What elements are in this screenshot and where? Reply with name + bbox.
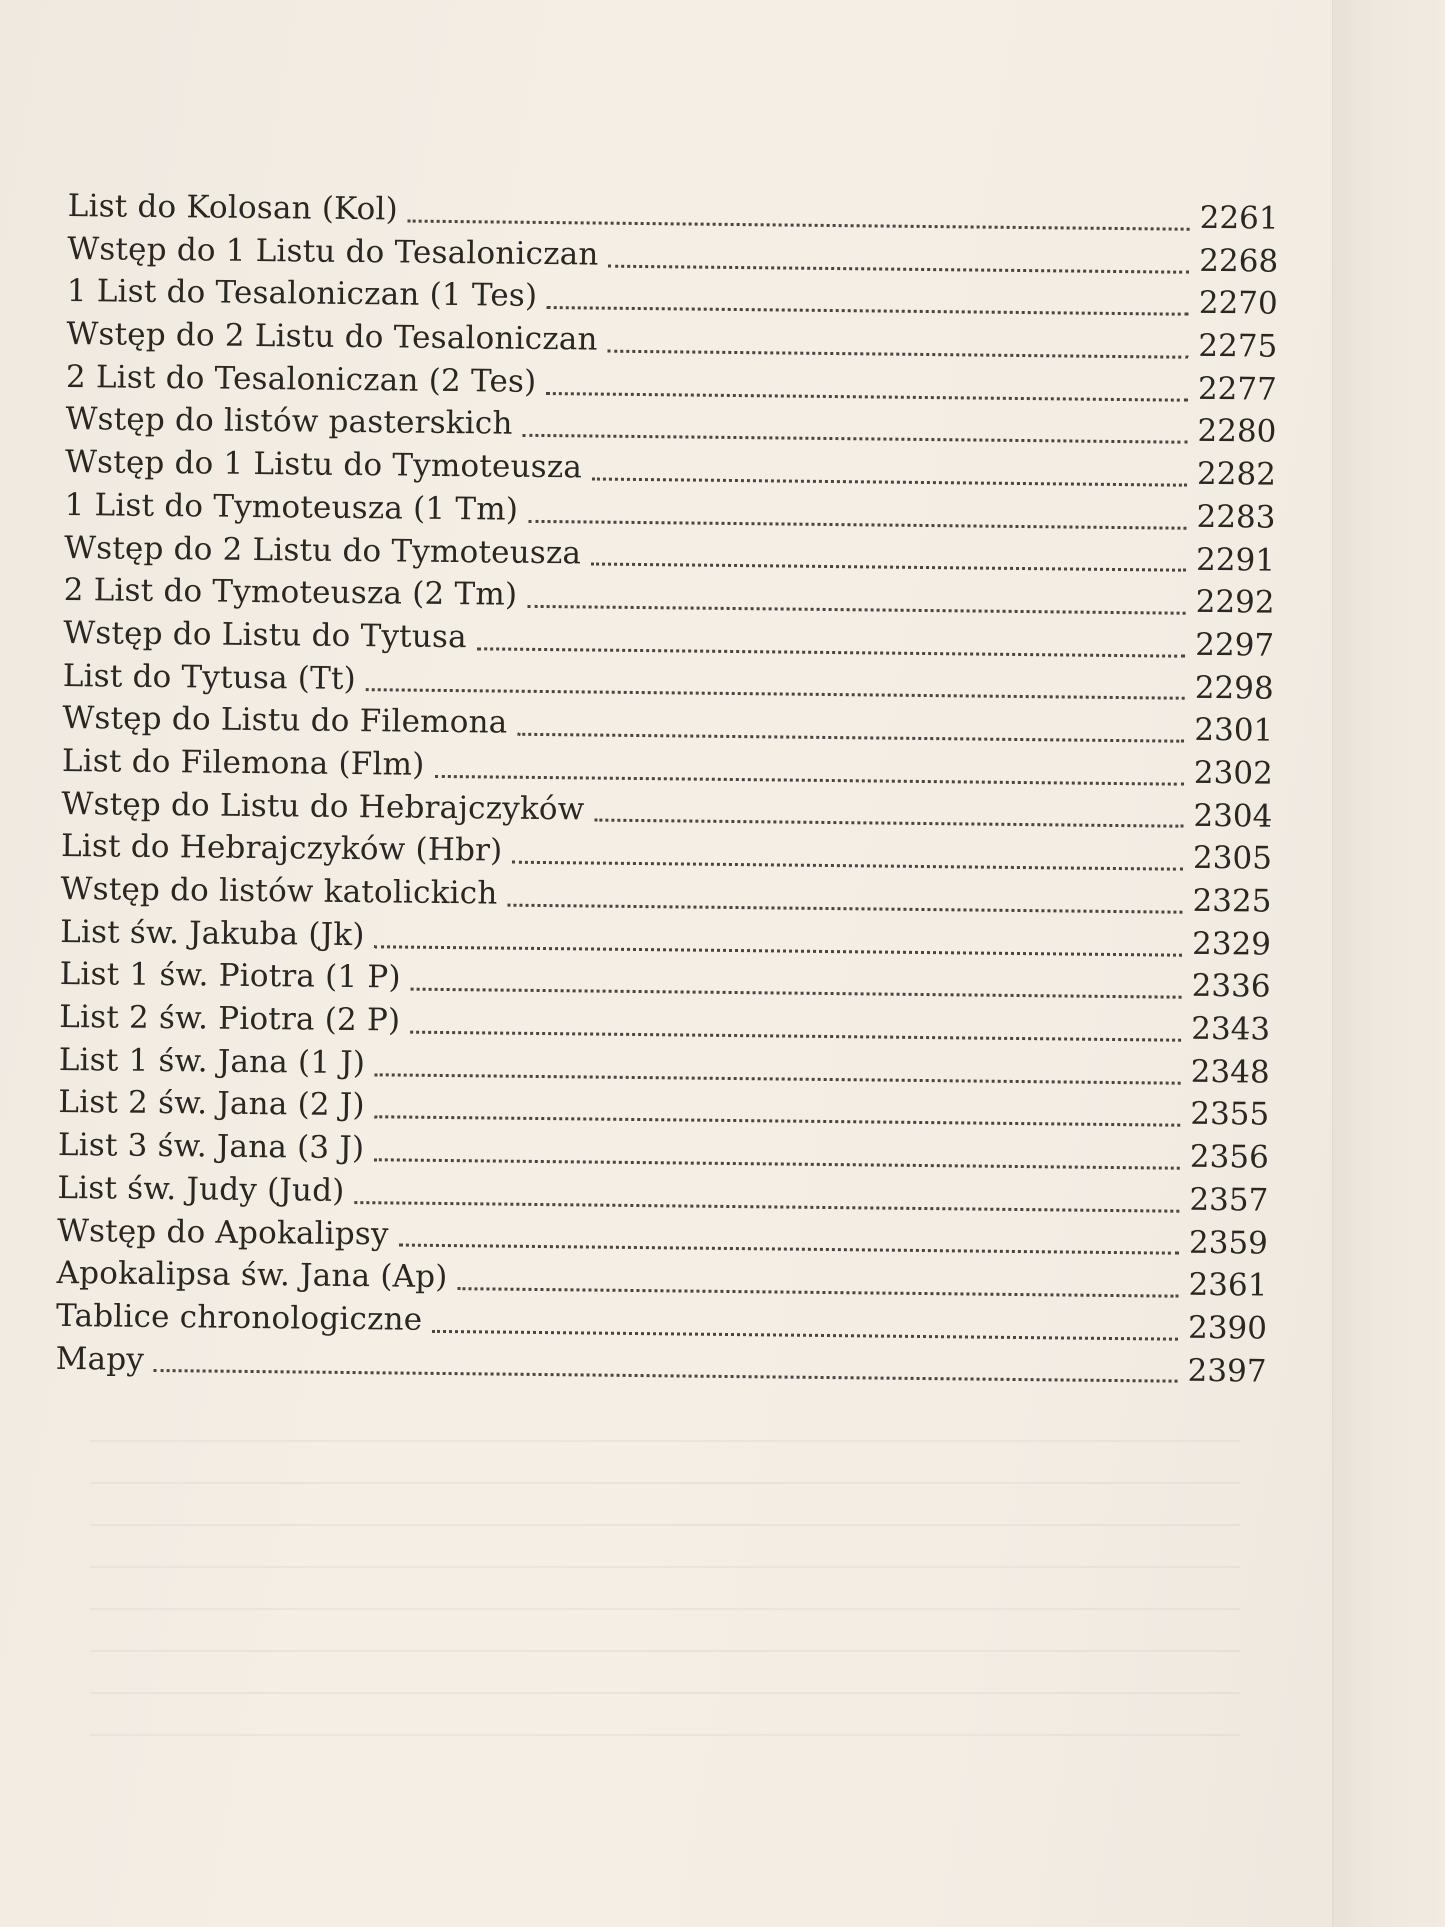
toc-entry-page-number: 2357 <box>1189 1181 1269 1219</box>
toc-entry-title: List 1 św. Jana (1 J) <box>58 1041 366 1081</box>
dot-leader <box>512 861 1183 871</box>
dot-leader <box>374 1158 1180 1169</box>
toc-entry-page-number: 2336 <box>1191 968 1271 1006</box>
dot-leader <box>457 1287 1178 1298</box>
toc-entry-page-number: 2325 <box>1192 882 1272 920</box>
toc-entry-title: List św. Jakuba (Jk) <box>59 913 365 953</box>
toc-entry-page-number: 2397 <box>1187 1352 1267 1390</box>
toc-entry-page-number: 2329 <box>1191 925 1272 963</box>
dot-leader <box>528 519 1186 529</box>
toc-entry-title: List 2 św. Piotra (2 P) <box>59 999 401 1039</box>
toc-entry-page-number: 2268 <box>1199 242 1279 280</box>
dot-leader <box>366 689 1185 701</box>
toc-entry-page-number: 2348 <box>1190 1053 1270 1091</box>
page-edge <box>1332 0 1445 1927</box>
dot-leader <box>608 350 1189 359</box>
toc-entry-title: 2 List do Tesaloniczan (2 Tes) <box>65 358 537 400</box>
dot-leader <box>517 733 1184 743</box>
dot-leader <box>507 903 1182 913</box>
dot-leader <box>547 306 1189 316</box>
table-of-contents <box>55 185 1277 1393</box>
toc-entry-page-number: 2282 <box>1196 455 1277 493</box>
dot-leader <box>608 264 1189 273</box>
dot-leader <box>374 945 1182 956</box>
toc-entry-page-number: 2297 <box>1195 626 1275 664</box>
toc-entry-title: List do Kolosan (Kol) <box>67 187 399 228</box>
toc-entry-title: Wstęp do 1 Listu do Tesaloniczan <box>67 230 599 273</box>
dot-leader <box>522 434 1187 444</box>
bleed-through-text <box>90 1400 1240 1900</box>
dot-leader <box>375 1116 1181 1127</box>
dot-leader <box>434 775 1183 786</box>
toc-entry-page-number: 2261 <box>1199 199 1279 237</box>
dot-leader <box>432 1330 1178 1341</box>
toc-entry-page-number: 2277 <box>1197 370 1278 408</box>
toc-entry-title: List 2 św. Jana (2 J) <box>58 1084 365 1124</box>
toc-entry-page-number: 2304 <box>1193 797 1273 835</box>
toc-entry-page-number: 2343 <box>1191 1010 1271 1048</box>
toc-entry-title: Tablice chronologiczne <box>55 1297 423 1338</box>
dot-leader <box>594 819 1183 828</box>
toc-entry-page-number: 2270 <box>1198 285 1278 323</box>
toc-entry-page-number: 2280 <box>1197 413 1277 451</box>
toc-entry-title: List 3 św. Jana (3 J) <box>57 1127 365 1167</box>
toc-entry-page-number: 2298 <box>1194 669 1274 707</box>
toc-entry-title: List św. Judy (Jud) <box>57 1169 345 1209</box>
toc-entry-page-number: 2302 <box>1193 754 1273 792</box>
toc-entry-page-number: 2301 <box>1194 712 1274 749</box>
dot-leader <box>546 392 1188 402</box>
toc-entry-title: 1 List do Tesaloniczan (1 Tes) <box>66 273 538 315</box>
dot-leader <box>408 219 1190 230</box>
toc-entry-title: Wstęp do Listu do Filemona <box>62 700 508 741</box>
toc-entry-title: List 1 św. Piotra (1 P) <box>59 956 401 996</box>
toc-entry-page-number: 2390 <box>1187 1309 1268 1347</box>
dot-leader <box>591 563 1186 572</box>
toc-entry-title: Wstęp do Apokalipsy <box>56 1212 389 1252</box>
dot-leader <box>410 1031 1181 1042</box>
toc-entry-title: List do Hebrajczyków (Hbr) <box>60 828 503 869</box>
toc-entry-page-number: 2275 <box>1198 327 1278 365</box>
dot-leader <box>477 647 1185 657</box>
toc-entry-title: Wstęp do Listu do Tytusa <box>63 614 467 656</box>
dot-leader <box>154 1369 1178 1383</box>
toc-entry-title: Wstęp do listów pasterskich <box>65 401 513 443</box>
toc-entry-title: 1 List do Tymoteusza (1 Tm) <box>64 486 519 528</box>
toc-entry-title: List do Filemona (Flm) <box>61 742 425 783</box>
toc-entry-title: List do Tytusa (Tt) <box>62 657 357 697</box>
toc-entry-title: 2 List do Tymoteusza (2 Tm) <box>63 572 518 613</box>
toc-entry-page-number: 2355 <box>1190 1096 1270 1134</box>
dot-leader <box>399 1244 1179 1255</box>
toc-entry-page-number: 2292 <box>1195 584 1275 621</box>
toc-entry-page-number: 2359 <box>1188 1224 1269 1262</box>
toc-entry-page-number: 2283 <box>1196 498 1276 536</box>
toc-entry-title: Mapy <box>55 1340 145 1378</box>
dot-leader <box>592 477 1187 486</box>
toc-entry-title: Wstęp do listów katolickich <box>60 870 498 912</box>
toc-entry-page-number: 2356 <box>1189 1138 1269 1176</box>
dot-leader <box>375 1073 1181 1084</box>
dot-leader <box>411 988 1182 999</box>
toc-entry-title: Wstęp do 1 Listu do Tymoteusza <box>64 444 583 486</box>
toc-entry-title: Apokalipsa św. Jana (Ap) <box>56 1255 448 1296</box>
toc-entry-title: Wstęp do 2 Listu do Tesaloniczan <box>66 316 598 358</box>
toc-entry-page-number: 2291 <box>1195 541 1276 579</box>
toc-entry-title: Wstęp do 2 Listu do Tymoteusza <box>64 529 582 571</box>
toc-entry-page-number: 2361 <box>1188 1266 1268 1304</box>
toc-entry-title: Wstęp do Listu do Hebrajczyków <box>61 785 585 828</box>
dot-leader <box>527 605 1185 615</box>
toc-entry-page-number: 2305 <box>1192 840 1273 877</box>
dot-leader <box>354 1201 1179 1213</box>
